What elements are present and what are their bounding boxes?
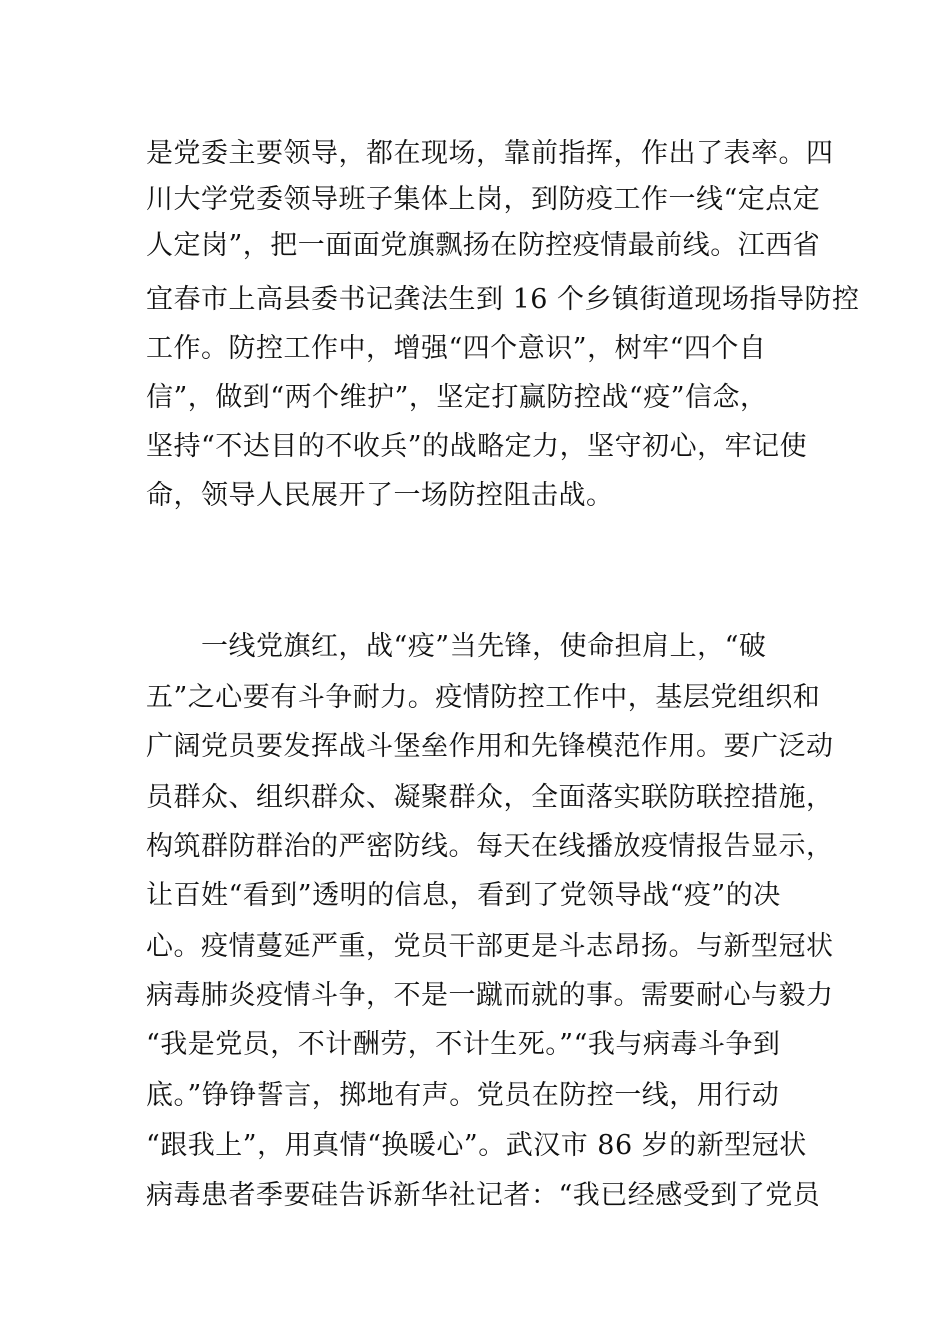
text-line: 命，领导人民展开了一场防控阻击战。 xyxy=(146,480,614,511)
text-line: 工作。防控工作中，增强“四个意识”，树牢“四个自 xyxy=(146,333,767,364)
text-line: 信”，做到“两个维护”，坚定打赢防控战“疫”信念， xyxy=(146,382,768,413)
text-line: 构筑群防群治的严密防线。每天在线播放疫情报告显示， xyxy=(146,831,834,862)
text-line: 广阔党员要发挥战斗堡垒作用和先锋模范作用。要广泛动 xyxy=(146,731,834,762)
text-line: 人定岗”，把一面面党旗飘扬在防控疫情最前线。江西省 xyxy=(146,230,821,261)
text-line: 坚持“不达目的不收兵”的战略定力，坚守初心，牢记使 xyxy=(146,431,808,462)
text-line: 让百姓“看到”透明的信息，看到了党领导战“疫”的决 xyxy=(146,880,781,911)
text-line: 五”之心要有斗争耐力。疫情防控工作中，基层党组织和 xyxy=(146,682,821,713)
text-line: 是党委主要领导，都在现场，靠前指挥，作出了表率。四 xyxy=(146,138,834,169)
text-line: 宜春市上高县委书记龚法生到 16 个乡镇街道现场指导防控 xyxy=(146,284,860,315)
text-line: 员群众、组织群众、凝聚群众，全面落实联防联控措施， xyxy=(146,782,834,813)
text-line: 病毒肺炎疫情斗争，不是一蹴而就的事。需要耐心与毅力 xyxy=(146,980,834,1011)
text-line: 病毒患者季要硅告诉新华社记者：“我已经感受到了党员 xyxy=(146,1180,821,1211)
text-line: “我是党员，不计酬劳，不计生死。”“我与病毒斗争到 xyxy=(146,1029,781,1060)
text-line: 心。疫情蔓延严重，党员干部更是斗志昂扬。与新型冠状 xyxy=(146,931,834,962)
text-line: “跟我上”，用真情“换暖心”。武汉市 86 岁的新型冠状 xyxy=(146,1130,807,1161)
text-line: 川大学党委领导班子集体上岗，到防疫工作一线“定点定 xyxy=(146,184,821,215)
text-line: 一线党旗红，战“疫”当先锋，使命担肩上，“破 xyxy=(201,631,767,662)
text-line: 底。”铮铮誓言，掷地有声。党员在防控一线，用行动 xyxy=(146,1080,780,1111)
